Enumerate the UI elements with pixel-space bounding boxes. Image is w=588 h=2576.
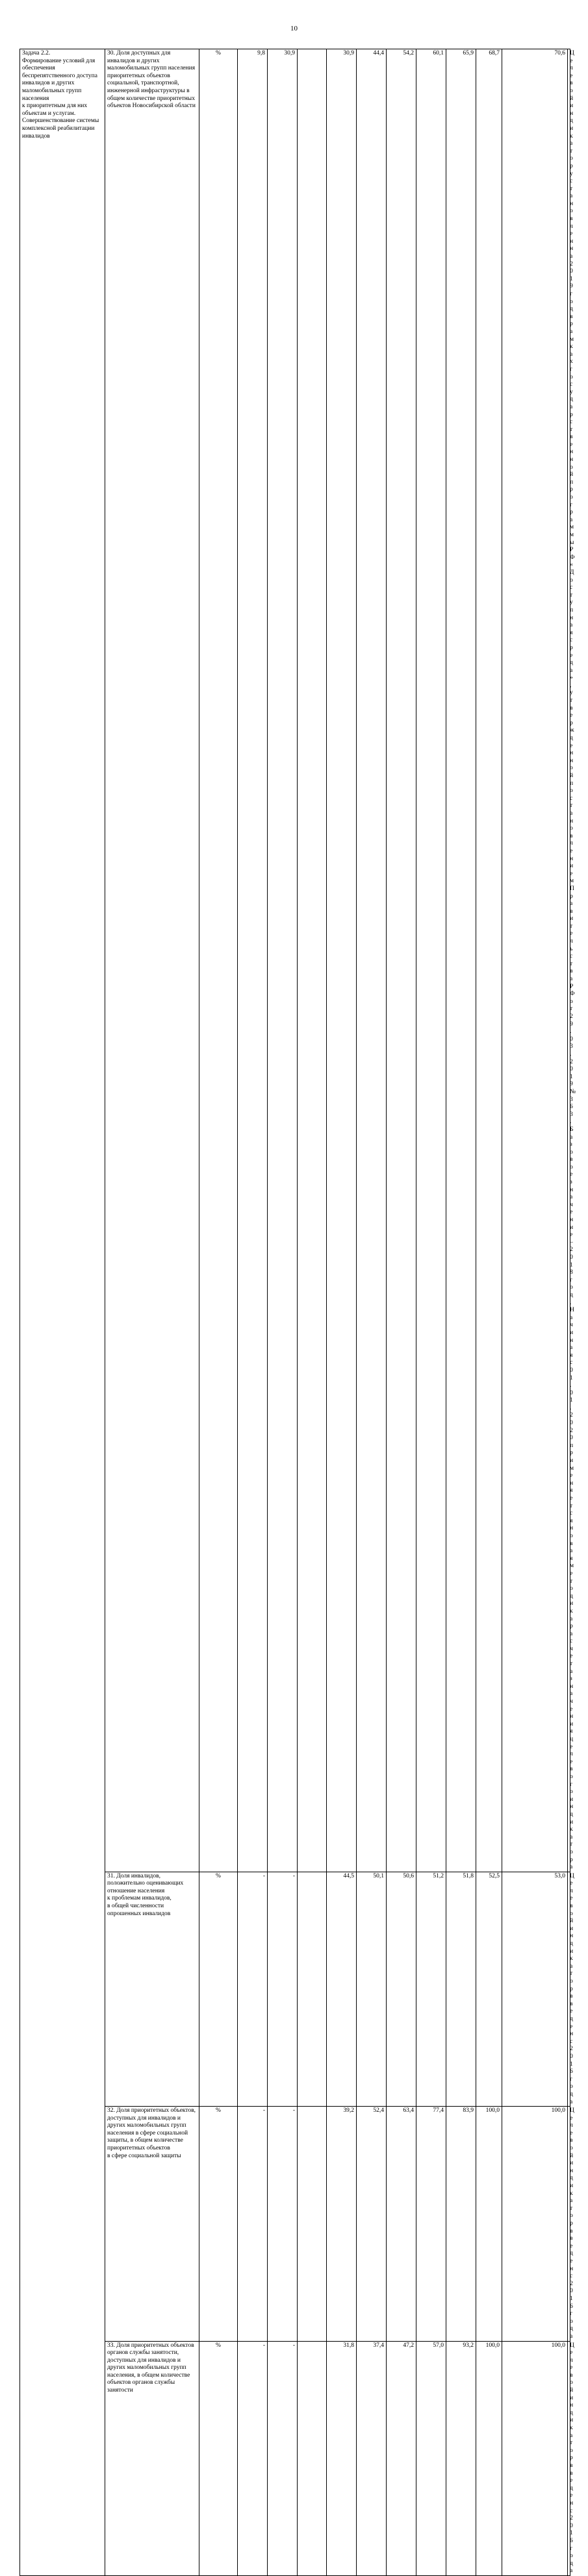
value-cell: -: [268, 2341, 298, 2575]
value-cell: -: [238, 1872, 268, 2106]
empty-cell: [298, 49, 327, 1872]
value-cell: 51,2: [416, 1872, 446, 2106]
value-cell: 52,5: [476, 1872, 502, 2106]
value-cell: -: [238, 2341, 268, 2575]
value-cell: -: [268, 1872, 298, 2106]
table-row: [20, 49, 570, 1872]
empty-cell: [298, 2341, 327, 2575]
value-cell: 83,9: [446, 2107, 476, 2341]
value-cell: 47,2: [387, 2341, 416, 2575]
value-cell: 63,4: [387, 2107, 416, 2341]
indicator-cell: 31. Доля инвалидов, положительно оценивающих отношение населения к проблемам инвалидов, в общей численности опрошенных инвалидов: [105, 1872, 199, 2106]
value-cell: 30,9: [268, 49, 298, 1872]
note-cell: Целевой индикатор введен с 2016 года: [568, 2107, 570, 2341]
value-cell: 57,0: [416, 2341, 446, 2575]
value-cell: 70,6: [502, 49, 568, 1872]
unit-cell: %: [199, 1872, 238, 2106]
value-cell: 30,9: [327, 49, 357, 1872]
unit-cell: %: [199, 2341, 238, 2575]
value-cell: -: [268, 2107, 298, 2341]
value-cell: 77,4: [416, 2107, 446, 2341]
value-cell: 44,5: [327, 1872, 357, 2106]
value-cell: 37,4: [357, 2341, 387, 2575]
value-cell: 68,7: [476, 49, 502, 1872]
unit-cell: %: [199, 49, 238, 1872]
value-cell: 65,9: [446, 49, 476, 1872]
page-number: 10: [290, 25, 298, 32]
value-cell: 44,4: [357, 49, 387, 1872]
indicator-cell: 32. Доля приоритетных объектов, доступных для инвалидов и других маломобильных групп населения в сфере социальной защиты, в общем количестве приоритетных объектов в сфере социальной защиты: [105, 2107, 199, 2341]
empty-cell: [298, 1872, 327, 2106]
value-cell: 100,0: [502, 2107, 568, 2341]
indicator-cell: 33. Доля приоритетных объектов органов службы занятости, доступных для инвалидов и других маломобильных групп населения, в общем количестве объектов органов службы занятости: [105, 2341, 199, 2575]
value-cell: -: [238, 2107, 268, 2341]
value-cell: 100,0: [476, 2107, 502, 2341]
unit-cell: %: [199, 2107, 238, 2341]
value-cell: 53,0: [502, 1872, 568, 2106]
value-cell: 93,2: [446, 2341, 476, 2575]
value-cell: 9,8: [238, 49, 268, 1872]
note-cell: Целевой индикатор введен с 2016 года: [568, 1872, 570, 2106]
value-cell: 60,1: [416, 49, 446, 1872]
task-cell: Задача 2.2. Формирование условий для обеспечения беспрепятственного доступа инвалидов и других маломобильных групп населения к приоритетным для них объектам и услугам. Совершенствование системы комплексной реабилитации инвалидов: [20, 49, 105, 2576]
note-cell: Целевой индикатор введен с 2016 года: [568, 2341, 570, 2575]
value-cell: 51,8: [446, 1872, 476, 2106]
value-cell: 50,1: [357, 1872, 387, 2106]
note-cell: Целевой индикатор установлен на 2019 год в рамках государственной программы РФ «Доступная среда», утвержденной постановлением Правительства РФ от 29.03.2019 № 363. Базовое значение – 2018 год. Начиная с 01.01.2020 применяется новая методика расчета значения целевого индикатора: [568, 49, 570, 1872]
indicator-cell: 30. Доля доступных для инвалидов и других маломобильных групп населения приоритетных объектов социальной, транспортной, инженерной инфраструктуры в общем количестве приоритетных объектов Новосибирской области: [105, 49, 199, 1872]
value-cell: 54,2: [387, 49, 416, 1872]
empty-cell: [298, 2107, 327, 2341]
value-cell: 50,6: [387, 1872, 416, 2106]
indicators-table: [19, 49, 576, 2576]
value-cell: 52,4: [357, 2107, 387, 2341]
value-cell: 100,0: [476, 2341, 502, 2575]
value-cell: 31,8: [327, 2341, 357, 2575]
value-cell: 100,0: [502, 2341, 568, 2575]
value-cell: 39,2: [327, 2107, 357, 2341]
